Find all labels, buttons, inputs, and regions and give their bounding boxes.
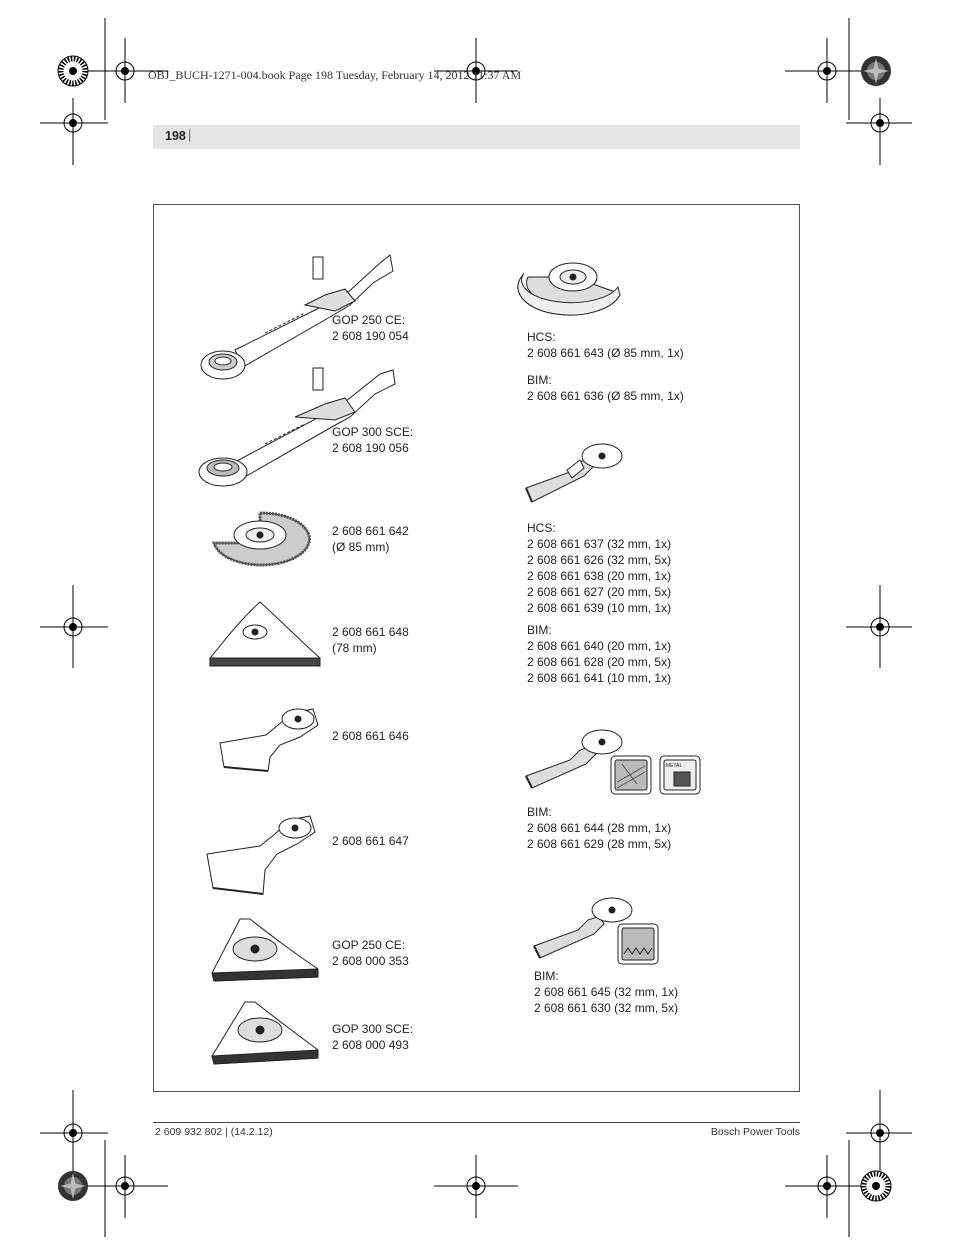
left-item-5 [332,728,409,744]
sanding-plate-gop300-illustration [210,1000,325,1070]
page-number: 198 [165,129,186,143]
sanding-plate-gop250-illustration [210,915,325,990]
right-item-2-line-3: 2 608 661 638 (20 mm, 1x) [527,569,672,583]
left-item-8 [332,1021,413,1053]
scraper-blade-rigid-illustration [218,705,328,775]
right-item-3-heading-1: BIM: [527,805,552,819]
footer-rule [153,1122,800,1123]
left-item-8-line-2: 2 608 000 493 [332,1038,409,1052]
left-item-5-line-1: 2 608 661 646 [332,729,409,743]
right-item-1-line-1: 2 608 661 643 (Ø 85 mm, 1x) [527,346,684,360]
footer-brand: Bosch Power Tools [710,1126,800,1138]
footer-document-number: 2 609 932 802 | (14.2.12) [155,1126,273,1138]
right-item-2-line-5: 2 608 661 639 (10 mm, 1x) [527,601,672,615]
left-item-1-line-1: GOP 250 CE: [332,313,406,327]
segment-saw-blade-illustration [205,505,315,585]
right-item-2-line-4: 2 608 661 627 (20 mm, 5x) [527,585,672,599]
right-item-1 [527,329,684,404]
left-item-4 [332,624,409,656]
plunge-cut-blade-bim-28-illustration [522,722,707,797]
metal-icon-label: METAL [666,763,683,769]
right-item-2-line-6: 2 608 661 640 (20 mm, 1x) [527,639,672,653]
right-item-1-line-2: 2 608 661 636 (Ø 85 mm, 1x) [527,389,684,403]
right-item-2-heading-1: HCS: [527,521,556,535]
right-item-2-line-2: 2 608 661 626 (32 mm, 5x) [527,553,672,567]
right-item-2 [527,520,671,686]
right-item-2-line-1: 2 608 661 637 (32 mm, 1x) [527,537,672,551]
left-item-4-line-2: (78 mm) [332,641,377,655]
left-item-1 [332,312,409,344]
left-item-4-line-1: 2 608 661 648 [332,625,409,639]
delta-sanding-plate-illustration [205,600,325,680]
right-item-4-line-1: 2 608 661 645 (32 mm, 1x) [534,985,679,999]
right-item-2-line-8: 2 608 661 641 (10 mm, 1x) [527,671,672,685]
left-item-2-line-1: GOP 300 SCE: [332,425,414,439]
right-item-1-heading-1: HCS: [527,330,556,344]
left-item-2-line-2: 2 608 190 056 [332,441,409,455]
print-slug: OBJ_BUCH-1271-004.book Page 198 Tuesday, February 14, 2012 11:37 AM [148,68,522,82]
left-item-7-line-2: 2 608 000 353 [332,954,409,968]
left-item-3 [332,523,409,555]
left-item-8-line-1: GOP 300 SCE: [332,1022,414,1036]
left-item-7 [332,937,409,969]
right-item-3 [527,804,671,852]
page-number-separator: | [188,128,192,142]
segment-blade-hcs-illustration [518,255,628,315]
left-item-3-line-1: 2 608 661 642 [332,524,409,538]
right-item-2-line-7: 2 608 661 628 (20 mm, 5x) [527,655,672,669]
right-item-3-line-2: 2 608 661 629 (28 mm, 5x) [527,837,672,851]
scraper-blade-flexible-illustration [205,812,335,902]
page-header-bar [153,125,800,149]
left-item-2 [332,424,413,456]
plunge-cut-blade-hcs-illustration [522,440,632,510]
left-item-3-line-2: (Ø 85 mm) [332,540,390,554]
right-item-3-line-1: 2 608 661 644 (28 mm, 1x) [527,821,672,835]
right-item-4-line-2: 2 608 661 630 (32 mm, 5x) [534,1001,679,1015]
right-item-1-heading-2: BIM: [527,373,552,387]
left-item-6-line-1: 2 608 661 647 [332,834,409,848]
right-item-4 [534,968,678,1016]
right-item-4-heading-1: BIM: [534,969,559,983]
plunge-cut-blade-bim-32-illustration [530,892,670,967]
left-item-6 [332,833,409,849]
left-item-1-line-2: 2 608 190 054 [332,329,409,343]
left-item-7-line-1: GOP 250 CE: [332,938,406,952]
right-item-2-heading-2: BIM: [527,623,552,637]
